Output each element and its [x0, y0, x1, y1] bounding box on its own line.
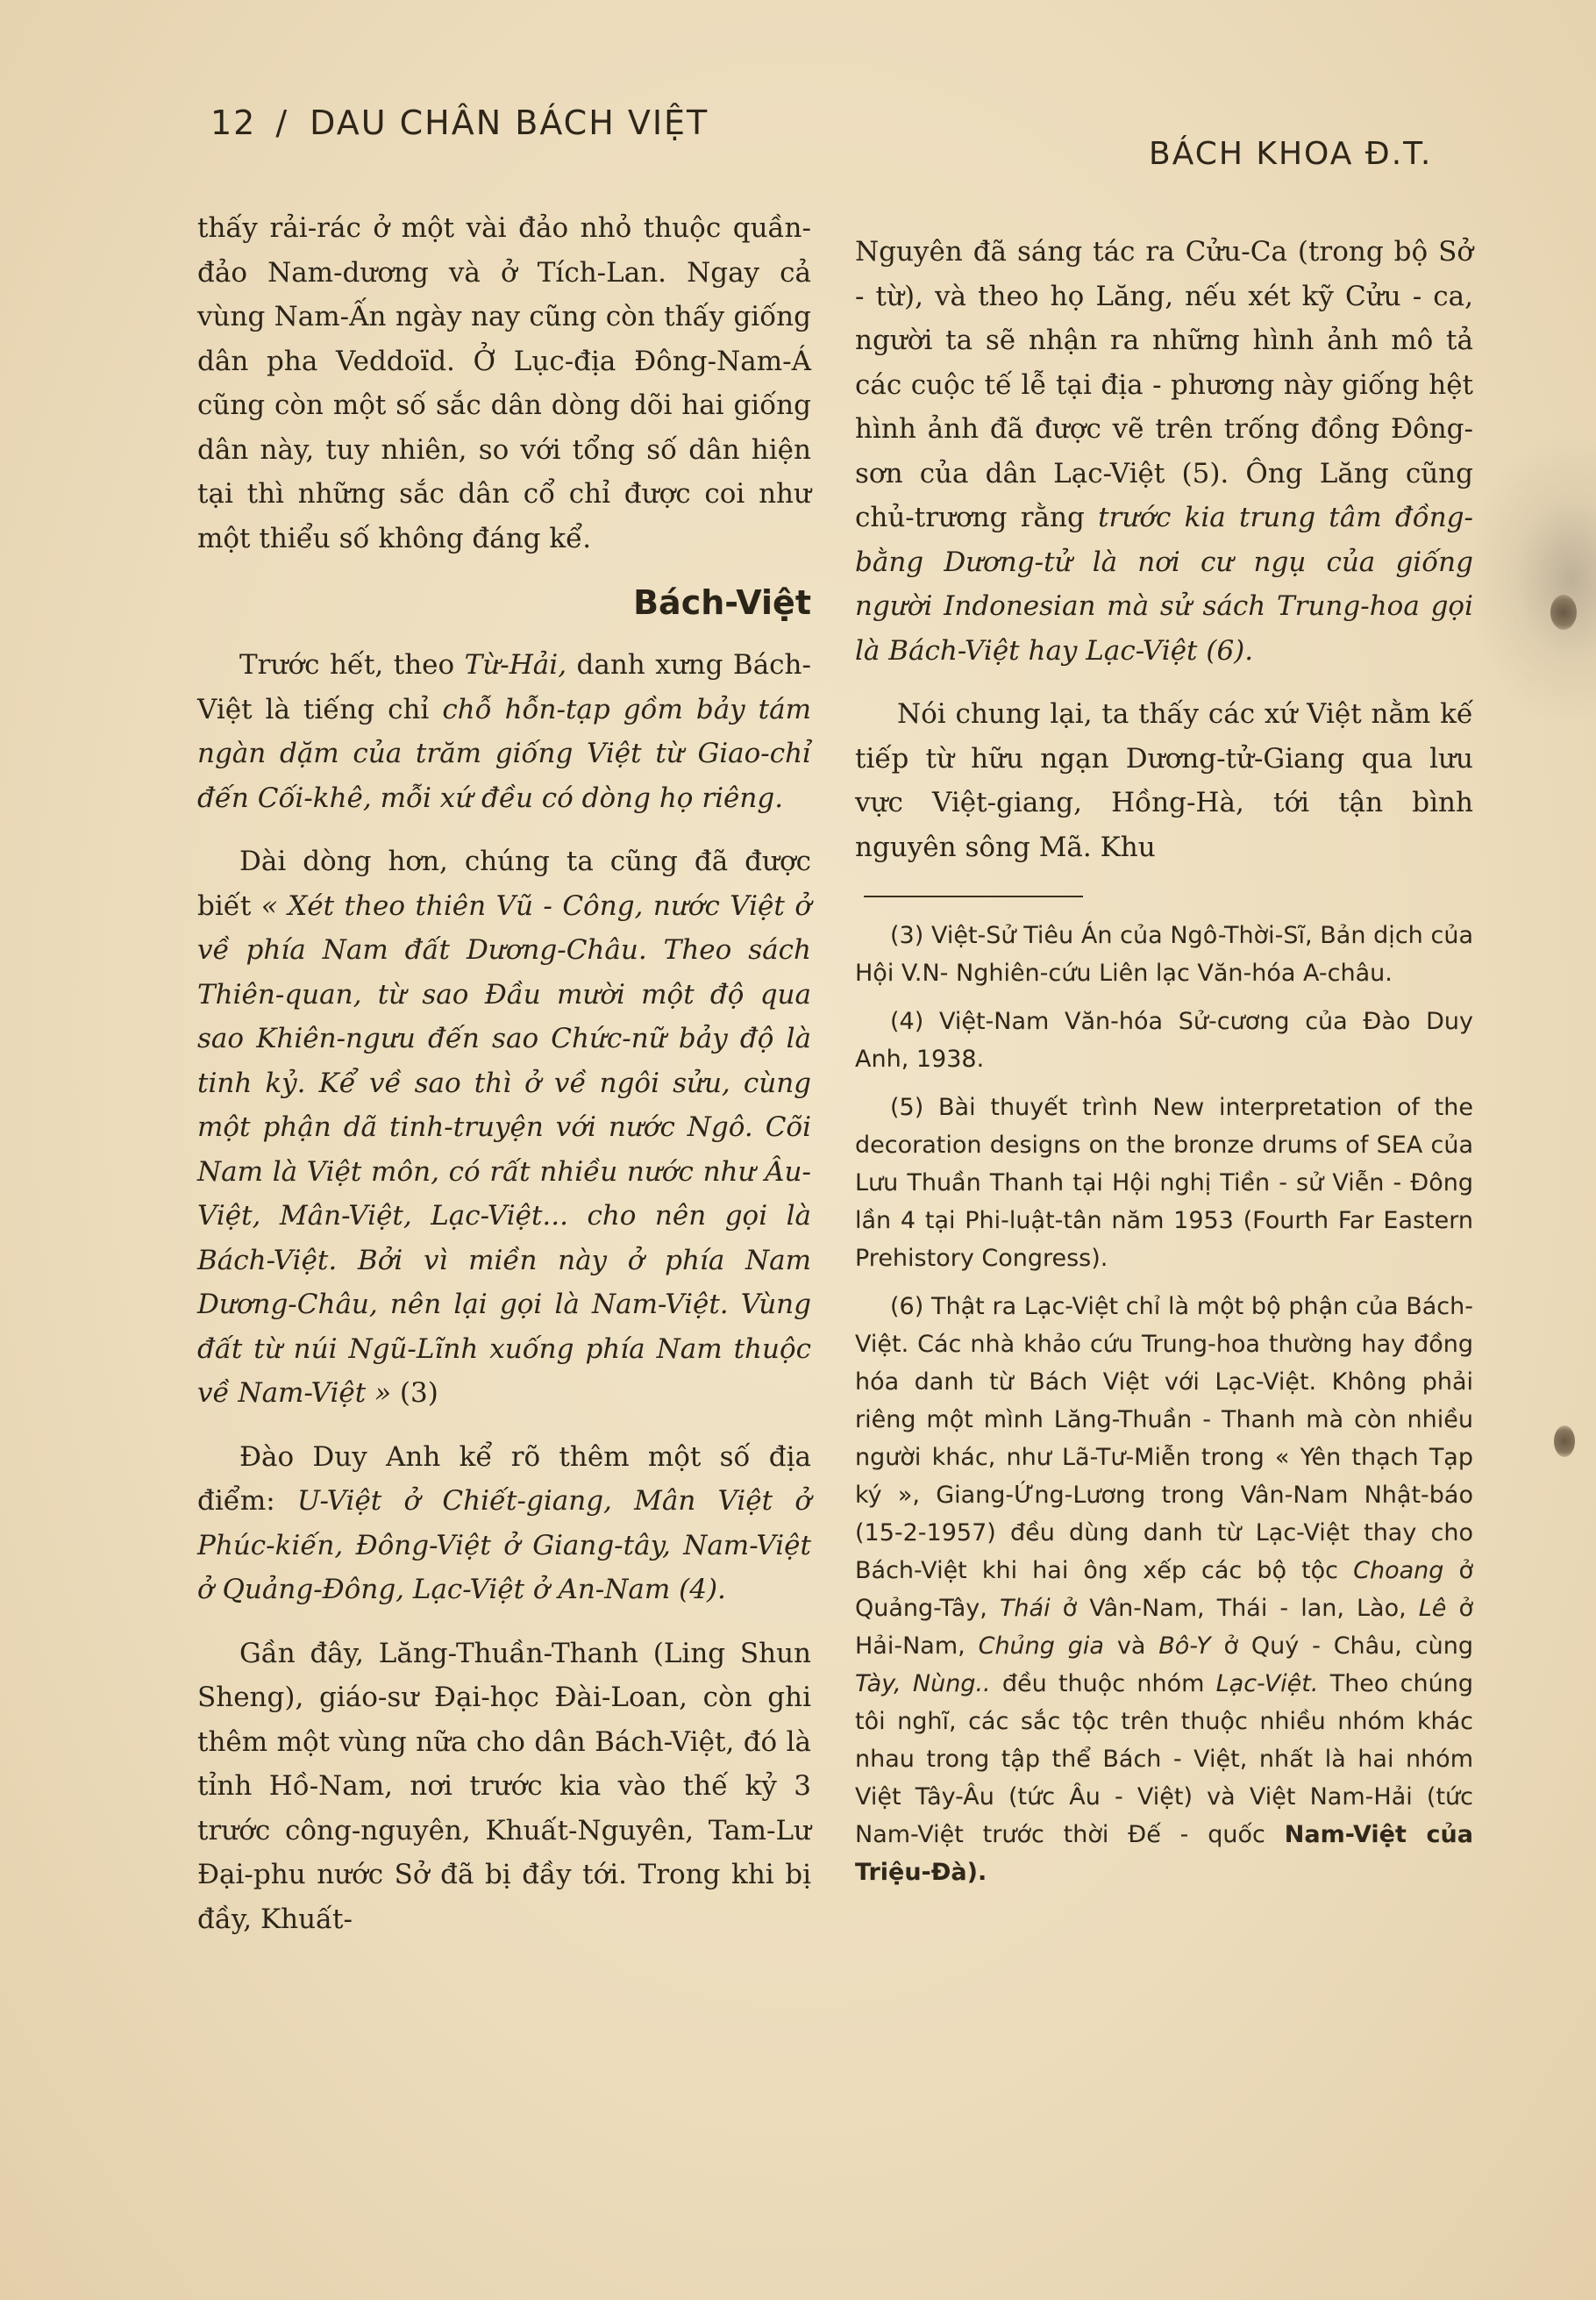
text-run: Dài dòng hơn, chúng ta cũng đã được biết [197, 846, 811, 922]
binding-hole [1554, 1425, 1575, 1457]
running-title: DAU CHÂN BÁCH VIỆT [310, 104, 709, 142]
quoted-claim: trước kia trung tâm đồng-bằng Dương-tử là nơi cư ngụ của giống người Indonesian mà sử sách Trung-hoa gọi là Bách-Việt hay Lạc-Việt (6). [855, 502, 1473, 667]
ethnic-name: Thái [999, 1595, 1051, 1622]
footnote-4: (4) Việt-Nam Văn-hóa Sử-cương của Đào Duy Anh, 1938. [855, 1008, 1473, 1073]
text-run: ở Quý - Châu, cùng [1210, 1632, 1473, 1660]
header-separator: / [275, 104, 289, 142]
section-title: Bách-Việt [633, 583, 811, 622]
paragraph-tu-hai [197, 643, 811, 820]
text-run: ở Hải-Nam, [855, 1595, 1473, 1660]
footnote-ref: (3) [391, 1377, 438, 1409]
ethnic-name: Lê [1418, 1595, 1447, 1622]
paragraph-continuation: thấy rải-rác ở một vài đảo nhỏ thuộc quần-đảo Nam-dương và ở Tích-Lan. Ngay cả vùng Nam-Ấn ngày nay cũng còn thấy giống dân pha Veddoïd. Ở Lục-địa Đông-Nam-Á cũng còn một số sắc dân dòng dõi hai giống dân này, tuy nhiên, so với tổng số dân hiện tại thì những sắc dân cổ chỉ được coi như một thiểu số không đáng kể. [197, 212, 811, 554]
text-run: và [1103, 1632, 1159, 1660]
page-number: 12 [210, 104, 257, 142]
text-run: Nam-Việt của Triệu-Đà). [855, 1821, 1473, 1886]
source-title: Từ-Hải, [464, 649, 567, 681]
footnote-3: (3) Việt-Sử Tiêu Án của Ngô-Thời-Sĩ, Bản dịch của Hội V.N- Nghiên-cứu Liên lạc Văn-hóa A-châu. [855, 922, 1473, 987]
quoted-definition: chỗ hỗn-tạp gồm bảy tám ngàn dặm của trăm giống Việt từ Giao-chỉ đến Cối-khê, mỗi xứ đều có dòng họ riêng. [197, 693, 811, 814]
ethnic-name: Bô-Y [1158, 1632, 1211, 1660]
page-header-left [210, 104, 709, 142]
ethnic-name: Tày, Nùng.. [855, 1670, 991, 1697]
paragraph-dao-duy-anh [197, 1435, 811, 1612]
text-run: Theo chúng tôi nghĩ, các sắc tộc trên thuộc nhiều nhóm khác nhau trong tập thể Bách - Việt, nhất là hai nhóm Việt Tây-Âu (tức Âu - Việt) và Việt Nam-Hải (tức Nam-Việt trước thời Đế - quốc [855, 1670, 1473, 1848]
paragraph-cuu-ca [855, 230, 1473, 673]
left-column [197, 206, 811, 1941]
ethnic-name: Choang [1353, 1557, 1444, 1584]
text-run: ở Vân-Nam, Thái - lan, Lào, [1050, 1595, 1419, 1622]
text-run: Trước hết, theo [239, 649, 465, 681]
quoted-passage: « Xét theo thiên Vũ - Công, nước Việt ở về phía Nam đất Dương-Châu. Theo sách Thiên-quan, từ sao Đầu mười một độ qua sao Khiên-ngưu đến sao Chức-nữ bảy độ là tinh kỷ. Kể về sao thì ở về ngôi sửu, cùng một phận dã tinh-truyện với nước Ngô. Cõi Nam là Việt môn, có rất nhiều nước như Âu-Việt, Mân-Việt, Lạc-Việt... cho nên gọi là Bách-Việt. Bởi vì miền này ở phía Nam Dương-Châu, nên lại gọi là Nam-Việt. Vùng đất từ núi Ngũ-Lĩnh xuống phía Nam thuộc về Nam-Việt » [197, 889, 811, 1409]
paragraph-summary: Nói chung lại, ta thấy các xứ Việt nằm kế tiếp từ hữu ngạn Dương-tử-Giang qua lưu vực Việt-giang, Hồng-Hà, tới tận bình nguyên sông Mã. Khu [855, 698, 1473, 863]
page-fold-shadow [1473, 439, 1596, 719]
ethnic-name: Lạc-Việt. [1215, 1670, 1319, 1697]
footnote-6 [855, 1288, 1473, 1891]
footnotes [855, 917, 1473, 1891]
binding-hole [1550, 595, 1577, 630]
right-column [855, 230, 1473, 1902]
text-run: Đào Duy Anh kể rõ thêm một số địa điểm: [197, 1440, 811, 1517]
footnote-5: (5) Bài thuyết trình New interpretation of the decoration designs on the bronze drums of SEA của Lưu Thuần Thanh tại Hội nghị Tiền - sử Viễn - Đông lần 4 tại Phi-luật-tân năm 1953 (Fourth Far Eastern Prehistory Congress). [855, 1094, 1473, 1272]
location-list: U-Việt ở Chiết-giang, Mân Việt ở Phúc-kiến, Đông-Việt ở Giang-tây, Nam-Việt ở Quảng-Đông, Lạc-Việt ở An-Nam (4). [197, 1485, 811, 1605]
text-run: danh xưng Bách-Việt là tiếng chỉ [197, 649, 811, 725]
text-run: Nguyên đã sáng tác ra Cửu-Ca (trong bộ Sở - từ), và theo họ Lăng, nếu xét kỹ Cửu - ca, người ta sẽ nhận ra những hình ảnh mô tả các cuộc tế lễ tại địa - phương này giống hệt hình ảnh đã được vẽ trên trống đồng Đông-sơn của dân Lạc-Việt (5). Ông Lăng cũng chủ-trương rằng [855, 236, 1473, 533]
paragraph-vu-cong [197, 839, 811, 1416]
text-run: đều thuộc nhóm [990, 1670, 1216, 1697]
journal-title: BÁCH KHOA Đ.T. [1149, 136, 1433, 172]
footnote-divider [864, 896, 1083, 897]
text-run: (6) Thật ra Lạc-Việt chỉ là một bộ phận của Bách-Việt. Các nhà khảo cứu Trung-hoa thường hay đồng hóa danh từ Bách Việt với Lạc-Việt. Không phải riêng một mình Lăng-Thuần - Thanh mà còn nhiều người khác, như Lã-Tư-Miễn trong « Yên thạch Tạp ký », Giang-Ứng-Lương trong Vân-Nam Nhật-báo (15-2-1957) đều dùng danh từ Lạc-Việt thay cho Bách-Việt khi hai ông xếp các bộ tộc [855, 1293, 1473, 1584]
text-run: ở Quảng-Tây, [855, 1557, 1473, 1622]
paragraph-lang-thuan-thanh: Gần đây, Lăng-Thuần-Thanh (Ling Shun Sheng), giáo-sư Đại-học Đài-Loan, còn ghi thêm một vùng nữa cho dân Bách-Việt, đó là tỉnh Hồ-Nam, nơi trước kia vào thế kỷ 3 trước công-nguyên, Khuất-Nguyên, Tam-Lư Đại-phu nước Sở đã bị đầy tới. Trong khi bị đầy, Khuất- [197, 1637, 811, 1935]
ethnic-name: Chủng gia [978, 1632, 1104, 1660]
